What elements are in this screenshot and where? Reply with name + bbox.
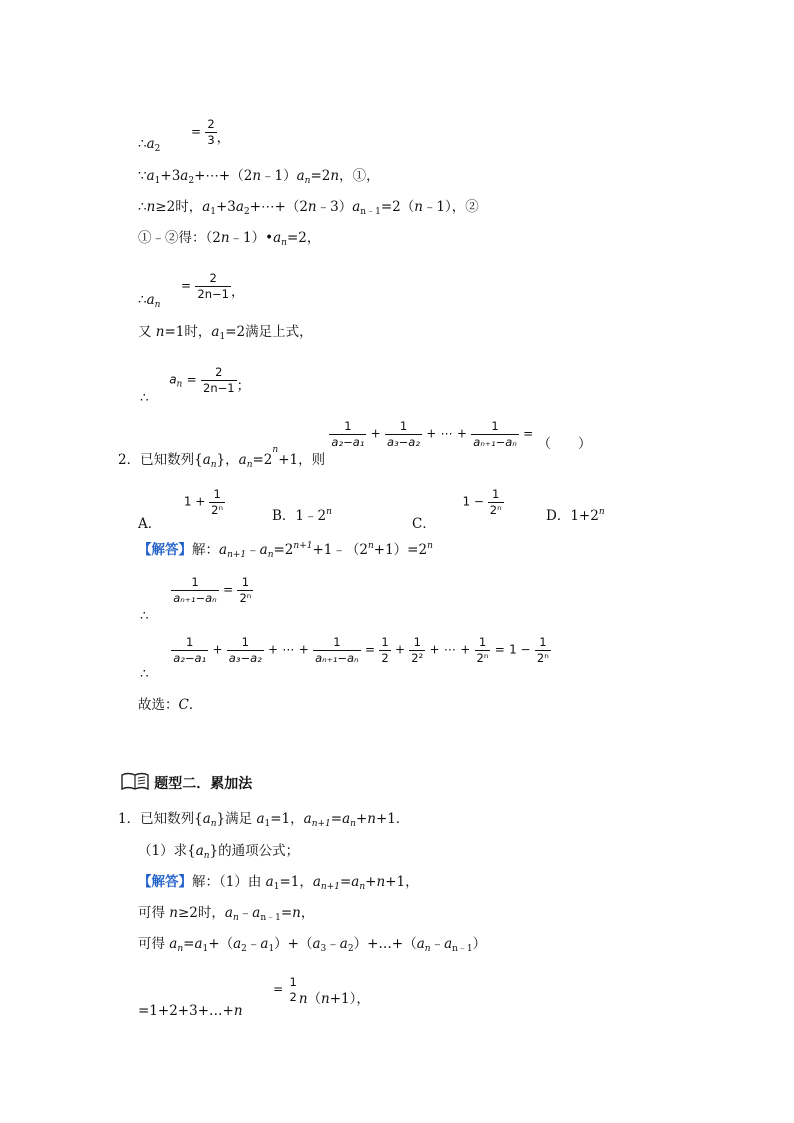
text: ≥2时， xyxy=(155,199,203,215)
var-a: a xyxy=(211,324,220,340)
subscript: n xyxy=(177,944,184,954)
text: ． xyxy=(188,697,203,713)
text: +1． xyxy=(375,811,410,827)
var-a: a xyxy=(233,936,242,952)
frac-1-over-2n xyxy=(488,488,504,516)
text: ﹣1）• xyxy=(229,230,274,246)
text: +1）， xyxy=(329,991,370,1008)
superscript: n xyxy=(326,507,332,517)
var-a: a xyxy=(256,811,265,827)
therefore-symbol: ∴ xyxy=(140,389,149,406)
dots: ⋯ xyxy=(282,642,295,657)
var-a: a xyxy=(224,905,233,921)
plus: + xyxy=(426,426,437,441)
plus: + xyxy=(429,642,440,657)
line-n-eq-1 xyxy=(138,326,313,340)
line-an-final xyxy=(140,365,251,406)
var-a: a xyxy=(146,168,155,184)
subscript: n xyxy=(304,176,311,186)
plus: + xyxy=(268,642,279,657)
var-n: n xyxy=(146,199,156,215)
denominator: 3 xyxy=(207,132,215,147)
plus: + xyxy=(212,642,223,657)
var-n: n xyxy=(321,991,330,1008)
var-a: a xyxy=(202,199,211,215)
subscript: 1 xyxy=(202,944,209,954)
text: +1， xyxy=(385,874,419,890)
numerator: 2 xyxy=(209,271,217,285)
denominator: 2ⁿ xyxy=(489,502,502,517)
var-n: n xyxy=(367,811,376,827)
text: ﹣ xyxy=(238,905,253,921)
subscript: 1 xyxy=(154,176,161,186)
var-a: a xyxy=(273,230,282,246)
var-a: a xyxy=(194,936,203,952)
numerator: 1 xyxy=(186,635,194,649)
subscript: n xyxy=(176,379,183,390)
text: =1， xyxy=(279,874,313,890)
subscript: n xyxy=(210,819,217,829)
option-text: B．1﹣2 xyxy=(272,508,327,524)
text: +（ xyxy=(208,936,234,952)
text: = xyxy=(183,936,195,952)
numerator: 1 xyxy=(539,635,547,649)
var-n: n xyxy=(233,1003,243,1020)
text: ①﹣②得：（2 xyxy=(138,230,221,246)
q1-statement xyxy=(118,813,409,827)
text: （1）求{ xyxy=(138,843,196,859)
q2-solution-line1 xyxy=(138,541,433,560)
text: ）+（ xyxy=(274,936,313,952)
comma: ， xyxy=(216,129,231,146)
subscript: 2 xyxy=(154,143,161,154)
answer-tag: 【解答】 xyxy=(138,542,192,558)
text: =2满足上式， xyxy=(225,324,313,340)
plus: + xyxy=(456,426,467,441)
frac-1-over-diff xyxy=(171,576,219,604)
text: =1+2+3+…+ xyxy=(138,1003,234,1020)
denominator: aₙ₊₁−aₙ xyxy=(473,434,517,449)
var-a: a xyxy=(303,811,312,827)
q2-conclusion xyxy=(138,699,202,713)
subscript: n xyxy=(359,882,366,892)
subscript: n xyxy=(424,944,431,954)
therefore-symbol: ∴ xyxy=(138,291,147,308)
frac-1-over-2n xyxy=(475,636,491,664)
var-n: n xyxy=(414,199,423,215)
q1-solution-line1 xyxy=(138,876,419,890)
var-n: n xyxy=(376,874,386,890)
subscript: n+1 xyxy=(311,819,331,829)
equals: = xyxy=(364,642,376,657)
text: +3 xyxy=(160,168,181,184)
var-a: a xyxy=(219,542,228,558)
text: 又 xyxy=(138,324,156,340)
equals: = xyxy=(523,426,534,441)
text: =2 xyxy=(252,451,273,468)
numerator: 2 xyxy=(207,117,215,131)
var-a: a xyxy=(195,843,204,859)
var-a: a xyxy=(146,291,155,308)
frac-1-2 xyxy=(379,636,390,664)
var-a: a xyxy=(342,811,351,827)
text: ﹣1） xyxy=(261,168,297,184)
denominator: 2² xyxy=(411,650,424,665)
var-a: a xyxy=(444,936,453,952)
q2-frac-3 xyxy=(471,420,519,448)
subscript: 1 xyxy=(219,332,226,342)
text: =2 xyxy=(273,542,294,558)
text: + xyxy=(365,874,377,890)
numerator: 1 xyxy=(333,635,341,649)
option-a xyxy=(138,487,225,532)
q2-solution-line2 xyxy=(140,575,253,624)
subscript: n xyxy=(154,299,161,310)
numerator: 1 xyxy=(344,419,352,433)
var-a: a xyxy=(260,936,269,952)
q2-sum-frac-1 xyxy=(171,636,208,664)
q2-statement xyxy=(118,419,592,470)
numerator: 1 xyxy=(381,635,389,649)
text: +1，则 xyxy=(278,451,326,468)
text: 故选： xyxy=(138,697,179,713)
text: + xyxy=(355,811,368,827)
var-n: n xyxy=(298,991,308,1008)
option-c xyxy=(412,487,504,532)
subscript: n﹣1 xyxy=(452,944,473,954)
var-a: a xyxy=(312,874,321,890)
text: 1．已知数列{ xyxy=(118,811,203,827)
text: ） xyxy=(472,936,487,952)
section-title: 题型二．累加法 xyxy=(154,776,253,792)
option-label: C． xyxy=(412,515,436,532)
text: +1）=2 xyxy=(373,542,428,558)
text: （ xyxy=(307,991,322,1008)
comma: ， xyxy=(230,283,245,300)
denominator: 2ⁿ xyxy=(211,502,224,517)
q2-solution-line3 xyxy=(140,635,551,682)
subscript: 1 xyxy=(268,944,275,954)
text: ）+…+（ xyxy=(353,936,417,952)
subscript: 2 xyxy=(243,207,250,217)
section-heading xyxy=(120,772,252,796)
text: +3 xyxy=(216,199,236,215)
text: 解： xyxy=(192,542,219,558)
denominator: 2ⁿ xyxy=(536,650,549,665)
text: 2．已知数列{ xyxy=(118,451,203,468)
subscript: n xyxy=(267,550,274,560)
var-n: n xyxy=(330,168,340,184)
var-n: n xyxy=(252,168,262,184)
numerator: 1 xyxy=(289,975,297,989)
q1-solution-line3 xyxy=(138,938,486,952)
fraction-2-over-2n-1 xyxy=(201,366,237,394)
subscript: 1 xyxy=(210,207,216,217)
denominator: a₂−a₁ xyxy=(173,650,207,665)
equals: = xyxy=(494,642,505,657)
text: =1时， xyxy=(164,324,212,340)
equals: = xyxy=(181,278,192,293)
open-book-icon xyxy=(120,772,150,796)
denominator: 2ⁿ xyxy=(239,590,252,605)
q1-solution-line2 xyxy=(138,907,314,921)
var-a: a xyxy=(416,936,425,952)
text: = xyxy=(339,874,352,890)
text: =2 xyxy=(310,168,331,184)
text: =2， xyxy=(286,230,321,246)
var-a: a xyxy=(351,874,360,890)
therefore-symbol: ∴ xyxy=(140,665,149,682)
denominator: aₙ₊₁−aₙ xyxy=(173,590,217,605)
text: =2（ xyxy=(380,199,415,215)
numerator: 1 xyxy=(241,635,249,649)
subscript: n xyxy=(232,913,239,923)
text: 解：（1）由 xyxy=(192,874,266,890)
because-symbol: ∵ xyxy=(138,168,147,184)
subscript: 2 xyxy=(241,944,247,954)
text: ﹣ xyxy=(246,936,261,952)
q2-sum-frac-3 xyxy=(313,636,361,664)
subscript: n﹣1 xyxy=(260,913,281,923)
option-label: A． xyxy=(138,515,162,532)
text: 可得 xyxy=(138,905,170,921)
frac-1-2 xyxy=(287,976,298,1003)
var-a: a xyxy=(265,874,274,890)
line-n-ge-2 xyxy=(138,201,479,215)
subscript: n xyxy=(210,459,217,470)
text: ﹣ xyxy=(430,936,445,952)
superscript: n xyxy=(598,507,605,517)
therefore-symbol: ∴ xyxy=(138,135,147,152)
dots: ⋯ xyxy=(443,642,456,657)
var-a: a xyxy=(202,451,211,468)
line-because xyxy=(138,170,380,184)
therefore-symbol: ∴ xyxy=(140,607,149,624)
line-subtract xyxy=(138,232,320,246)
var-a: a xyxy=(259,542,268,558)
numerator: 1 xyxy=(191,575,199,589)
line-an-formula xyxy=(138,271,245,310)
numerator: 1 xyxy=(213,487,221,501)
var-a: a xyxy=(296,168,305,184)
denominator: a₂−a₁ xyxy=(331,434,365,449)
var-a: a xyxy=(202,811,211,827)
denominator: 2ⁿ xyxy=(476,650,489,665)
q1-solution-line4 xyxy=(138,975,370,1020)
frac-1-over-2n xyxy=(237,576,253,604)
text: +1﹣（2 xyxy=(312,542,368,558)
plus: + xyxy=(370,426,381,441)
equals: = xyxy=(223,582,234,597)
plus: + xyxy=(394,642,405,657)
plus: + xyxy=(298,642,309,657)
denominator: 2n−1 xyxy=(203,380,235,395)
var-n: n xyxy=(169,905,178,921)
line-a2 xyxy=(138,117,231,154)
denominator: 2n−1 xyxy=(197,286,229,301)
denominator: a₃−a₂ xyxy=(228,650,262,665)
frac-1-4 xyxy=(409,636,425,664)
choice-letter: C xyxy=(178,697,189,713)
denominator: a₃−a₂ xyxy=(387,434,420,449)
superscript: n xyxy=(367,541,374,551)
superscript: n+1 xyxy=(293,541,313,551)
subscript: n xyxy=(350,819,356,829)
var-a: a xyxy=(169,936,178,952)
text: }的通项公式； xyxy=(209,843,300,859)
text: 1 − xyxy=(509,642,531,657)
denominator: 2 xyxy=(289,989,297,1004)
text: 1 + xyxy=(183,494,210,509)
numerator: 1 xyxy=(491,419,499,433)
numerator: 1 xyxy=(399,419,408,433)
text: ﹣ xyxy=(326,936,340,952)
subscript: n﹣1 xyxy=(360,207,381,217)
var-a: a xyxy=(238,451,247,468)
numerator: 1 xyxy=(413,635,421,649)
dots: ⋯ xyxy=(440,426,453,441)
var-a: a xyxy=(339,936,348,952)
text: = xyxy=(280,905,293,921)
text: }满足 xyxy=(216,811,257,827)
subscript: 3 xyxy=(320,944,327,954)
subscript: n xyxy=(281,238,287,248)
text: ，①， xyxy=(339,168,380,184)
var-a: a xyxy=(169,372,177,387)
subscript: 1 xyxy=(264,819,271,829)
therefore-symbol: ∴ xyxy=(138,199,147,215)
var-n: n xyxy=(307,199,317,215)
subscript: n xyxy=(203,851,210,861)
fraction-2-3 xyxy=(205,118,216,146)
equals: = xyxy=(273,982,284,997)
subscript: n xyxy=(246,459,253,470)
q2-sum-frac-2 xyxy=(227,636,264,664)
text: +⋯+（2 xyxy=(194,168,253,184)
option-b xyxy=(272,507,332,524)
equals: = xyxy=(186,372,197,387)
q1-subquestion xyxy=(138,845,299,859)
subscript: 2 xyxy=(347,944,354,954)
text: 可得 xyxy=(138,936,170,952)
text: ﹣1），② xyxy=(422,199,479,215)
plus: + xyxy=(460,642,471,657)
option-text: D．1+2 xyxy=(546,508,599,524)
var-a: a xyxy=(180,168,189,184)
q2-frac-1 xyxy=(329,420,366,448)
text: ≥2时， xyxy=(178,905,225,921)
text: = xyxy=(330,811,343,827)
var-n: n xyxy=(155,324,165,340)
text: 1 − xyxy=(462,494,488,509)
text: ﹣ xyxy=(246,542,260,558)
var-a: a xyxy=(146,135,155,152)
var-a: a xyxy=(235,199,244,215)
option-d xyxy=(546,507,605,524)
subscript: 2 xyxy=(188,176,195,186)
denominator: 2 xyxy=(381,650,389,665)
numerator: 1 xyxy=(241,575,250,589)
numerator: 1 xyxy=(492,487,500,501)
var-a: a xyxy=(252,905,261,921)
text: }， xyxy=(216,451,239,468)
subscript: 1 xyxy=(273,882,280,892)
var-a: a xyxy=(352,199,361,215)
answer-tag: 【解答】 xyxy=(138,874,192,890)
frac-1-over-2n xyxy=(209,488,225,516)
denominator: aₙ₊₁−aₙ xyxy=(315,650,359,665)
var-n: n xyxy=(220,230,230,246)
frac-1-over-2n xyxy=(535,636,551,664)
text: ﹣3） xyxy=(316,199,353,215)
equals: = xyxy=(190,124,202,139)
text: +⋯+（2 xyxy=(249,199,308,215)
text: =1， xyxy=(270,811,304,827)
superscript: n xyxy=(272,444,279,455)
semicolon: ； xyxy=(236,377,251,394)
subscript: n+1 xyxy=(227,550,247,560)
q2-frac-2 xyxy=(385,420,422,448)
fraction-2-over-2n-1 xyxy=(195,272,231,300)
var-a: a xyxy=(312,936,321,952)
subscript: n+1 xyxy=(320,882,340,892)
superscript: n xyxy=(427,541,433,551)
text: ， xyxy=(300,905,315,921)
var-n: n xyxy=(292,905,301,921)
answer-blank: （ ） xyxy=(537,435,592,452)
numerator: 1 xyxy=(478,635,487,649)
numerator: 2 xyxy=(215,365,223,379)
